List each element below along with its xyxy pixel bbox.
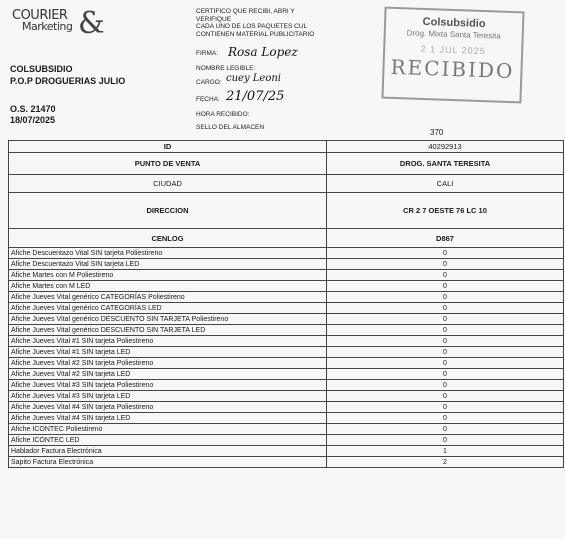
item-qty: 0	[327, 248, 564, 259]
id-row	[9, 141, 564, 153]
item-name: Afiche Jueves Vital genérico DESCUENTO SIN TARJETA LED	[9, 325, 327, 336]
cenlog-label: CENLOG	[9, 229, 327, 248]
item-qty: 0	[327, 303, 564, 314]
id-value: 40292913	[327, 141, 564, 153]
item-qty: 0	[327, 402, 564, 413]
item-qty: 0	[327, 413, 564, 424]
table-row	[9, 358, 564, 369]
firma-field	[196, 50, 218, 57]
received-stamp	[381, 7, 524, 104]
item-name: Afiche Descuentazo Vital SIN tarjeta Poliestireno	[9, 248, 327, 259]
item-qty: 0	[327, 358, 564, 369]
item-qty: 0	[327, 292, 564, 303]
item-qty: 0	[327, 259, 564, 270]
order-date: 18/07/2025	[10, 115, 56, 125]
cargo-handwritten: cuey Leoni	[226, 73, 282, 84]
fecha-handwritten: 21/07/25	[226, 89, 285, 104]
cargo-label: CARGO:	[196, 79, 222, 86]
firma-label: FIRMA:	[196, 50, 219, 57]
item-qty: 0	[327, 314, 564, 325]
company-name: COLSUBSIDIO	[10, 64, 73, 74]
item-qty: 0	[327, 281, 564, 292]
item-qty: 0	[327, 369, 564, 380]
direccion-value: CR 2 7 OESTE 76 LC 10	[327, 193, 564, 229]
item-name: Afiche Jueves Vital #1 SIN tarjeta LED	[9, 347, 327, 358]
item-qty: 2	[327, 457, 564, 468]
item-name: Afiche Martes con M LED	[9, 281, 327, 292]
cert-line: CONTIENEN MATERIAL PUBLICITARIO	[196, 30, 315, 38]
stamp-status: RECIBIDO	[390, 54, 515, 84]
item-name: Afiche Jueves Vital #1 SIN tarjeta Poliestireno	[9, 336, 327, 347]
item-name: Afiche ICONTEC Poliestireno	[9, 424, 327, 435]
item-name: Afiche Jueves Vital genérico CATEGORÍAS LED	[9, 303, 327, 314]
table-row	[9, 270, 564, 281]
ciudad-row	[9, 175, 564, 193]
order-info	[10, 104, 56, 126]
table-row	[9, 248, 564, 259]
pv-value: DROG. SANTA TERESITA	[327, 153, 564, 175]
item-rows	[9, 248, 564, 468]
cert-line: CERTIFICO QUE RECIBI, ABRI Y	[196, 8, 295, 15]
table-row	[9, 413, 564, 424]
item-name: Afiche Jueves Vital #3 SIN tarjeta LED	[9, 391, 327, 402]
item-qty: 0	[327, 424, 564, 435]
item-name: Afiche Descuentazo Vital SIN tarjeta LED	[9, 259, 327, 270]
cenlog-row	[9, 229, 564, 248]
table-row	[9, 292, 564, 303]
firma-signature: Rosa Lopez	[228, 45, 298, 59]
item-qty: 1	[327, 446, 564, 457]
pv-row	[9, 153, 564, 175]
direccion-row	[9, 193, 564, 229]
direccion-label: DIRECCION	[9, 193, 327, 229]
nombre-field: NOMBRE LEGIBLE:	[196, 65, 256, 72]
item-name: Afiche Martes con M Poliestireno	[9, 270, 327, 281]
table-row	[9, 281, 564, 292]
item-name: Afiche Jueves Vital genérico DESCUENTO SIN TARJETA Poliestireno	[9, 314, 327, 325]
item-qty: 0	[327, 391, 564, 402]
item-name: Afiche Jueves Vital #2 SIN tarjeta LED	[9, 369, 327, 380]
item-qty: 0	[327, 435, 564, 446]
table-row	[9, 446, 564, 457]
table-row	[9, 347, 564, 358]
table-row	[9, 402, 564, 413]
item-name: Afiche ICONTEC LED	[9, 435, 327, 446]
item-name: Hablador Factura Electrónica	[9, 446, 327, 457]
cert-line: VERIFIQUE	[196, 15, 232, 23]
hora-label: HORA RECIBIDO:	[196, 111, 250, 118]
id-label: ID	[9, 141, 327, 153]
delivery-table	[8, 140, 564, 468]
table-row	[9, 259, 564, 270]
item-qty: 0	[327, 336, 564, 347]
table-row	[9, 325, 564, 336]
table-row	[9, 314, 564, 325]
stamp-brand: Colsubsidio	[422, 15, 486, 31]
stamp-store: Drog. Mixta Santa Teresita	[406, 28, 501, 41]
item-qty: 0	[327, 380, 564, 391]
logo-ampersand: &	[78, 6, 105, 41]
cenlog-value: D867	[327, 229, 564, 248]
certificate-text	[196, 8, 346, 38]
counter-number: 370	[430, 128, 444, 137]
fecha-label: FECHA:	[196, 96, 220, 103]
table-row	[9, 457, 564, 468]
table-row	[9, 369, 564, 380]
order-number: O.S. 21470	[10, 104, 56, 114]
item-name: Afiche Jueves Vital #4 SIN tarjeta Poliestireno	[9, 402, 327, 413]
table-row	[9, 424, 564, 435]
item-name: Afiche Jueves Vital #4 SIN tarjeta LED	[9, 413, 327, 424]
table-row	[9, 303, 564, 314]
pv-label: PUNTO DE VENTA	[9, 153, 327, 175]
item-qty: 0	[327, 325, 564, 336]
item-qty: 0	[327, 270, 564, 281]
table-row	[9, 391, 564, 402]
item-name: Afiche Jueves Vital #3 SIN tarjeta Poliestireno	[9, 380, 327, 391]
sello-label: SELLO DEL ALMACEN	[196, 124, 265, 131]
pop-title: P.O.P DROGUERIAS JULIO	[10, 76, 126, 86]
stamp-date: 2 1 JUL 2025	[420, 43, 486, 57]
table-row	[9, 336, 564, 347]
table-row	[9, 435, 564, 446]
item-name: Afiche Jueves Vital #2 SIN tarjeta Poliestireno	[9, 358, 327, 369]
ciudad-value: CALI	[327, 175, 564, 193]
ciudad-label: CIUDAD	[9, 175, 327, 193]
cert-line: CADA UNO DE LOS PAQUETES CUL	[196, 23, 308, 30]
table-row	[9, 380, 564, 391]
item-name: Afiche Jueves Vital genérico CATEGORÍAS Poliestireno	[9, 292, 327, 303]
client-info	[10, 63, 125, 87]
logo-main-text: COURIER	[12, 8, 68, 23]
item-name: Sapito Factura Electrónica	[9, 457, 327, 468]
logo-sub-text: Marketing	[22, 20, 73, 33]
item-qty: 0	[327, 347, 564, 358]
